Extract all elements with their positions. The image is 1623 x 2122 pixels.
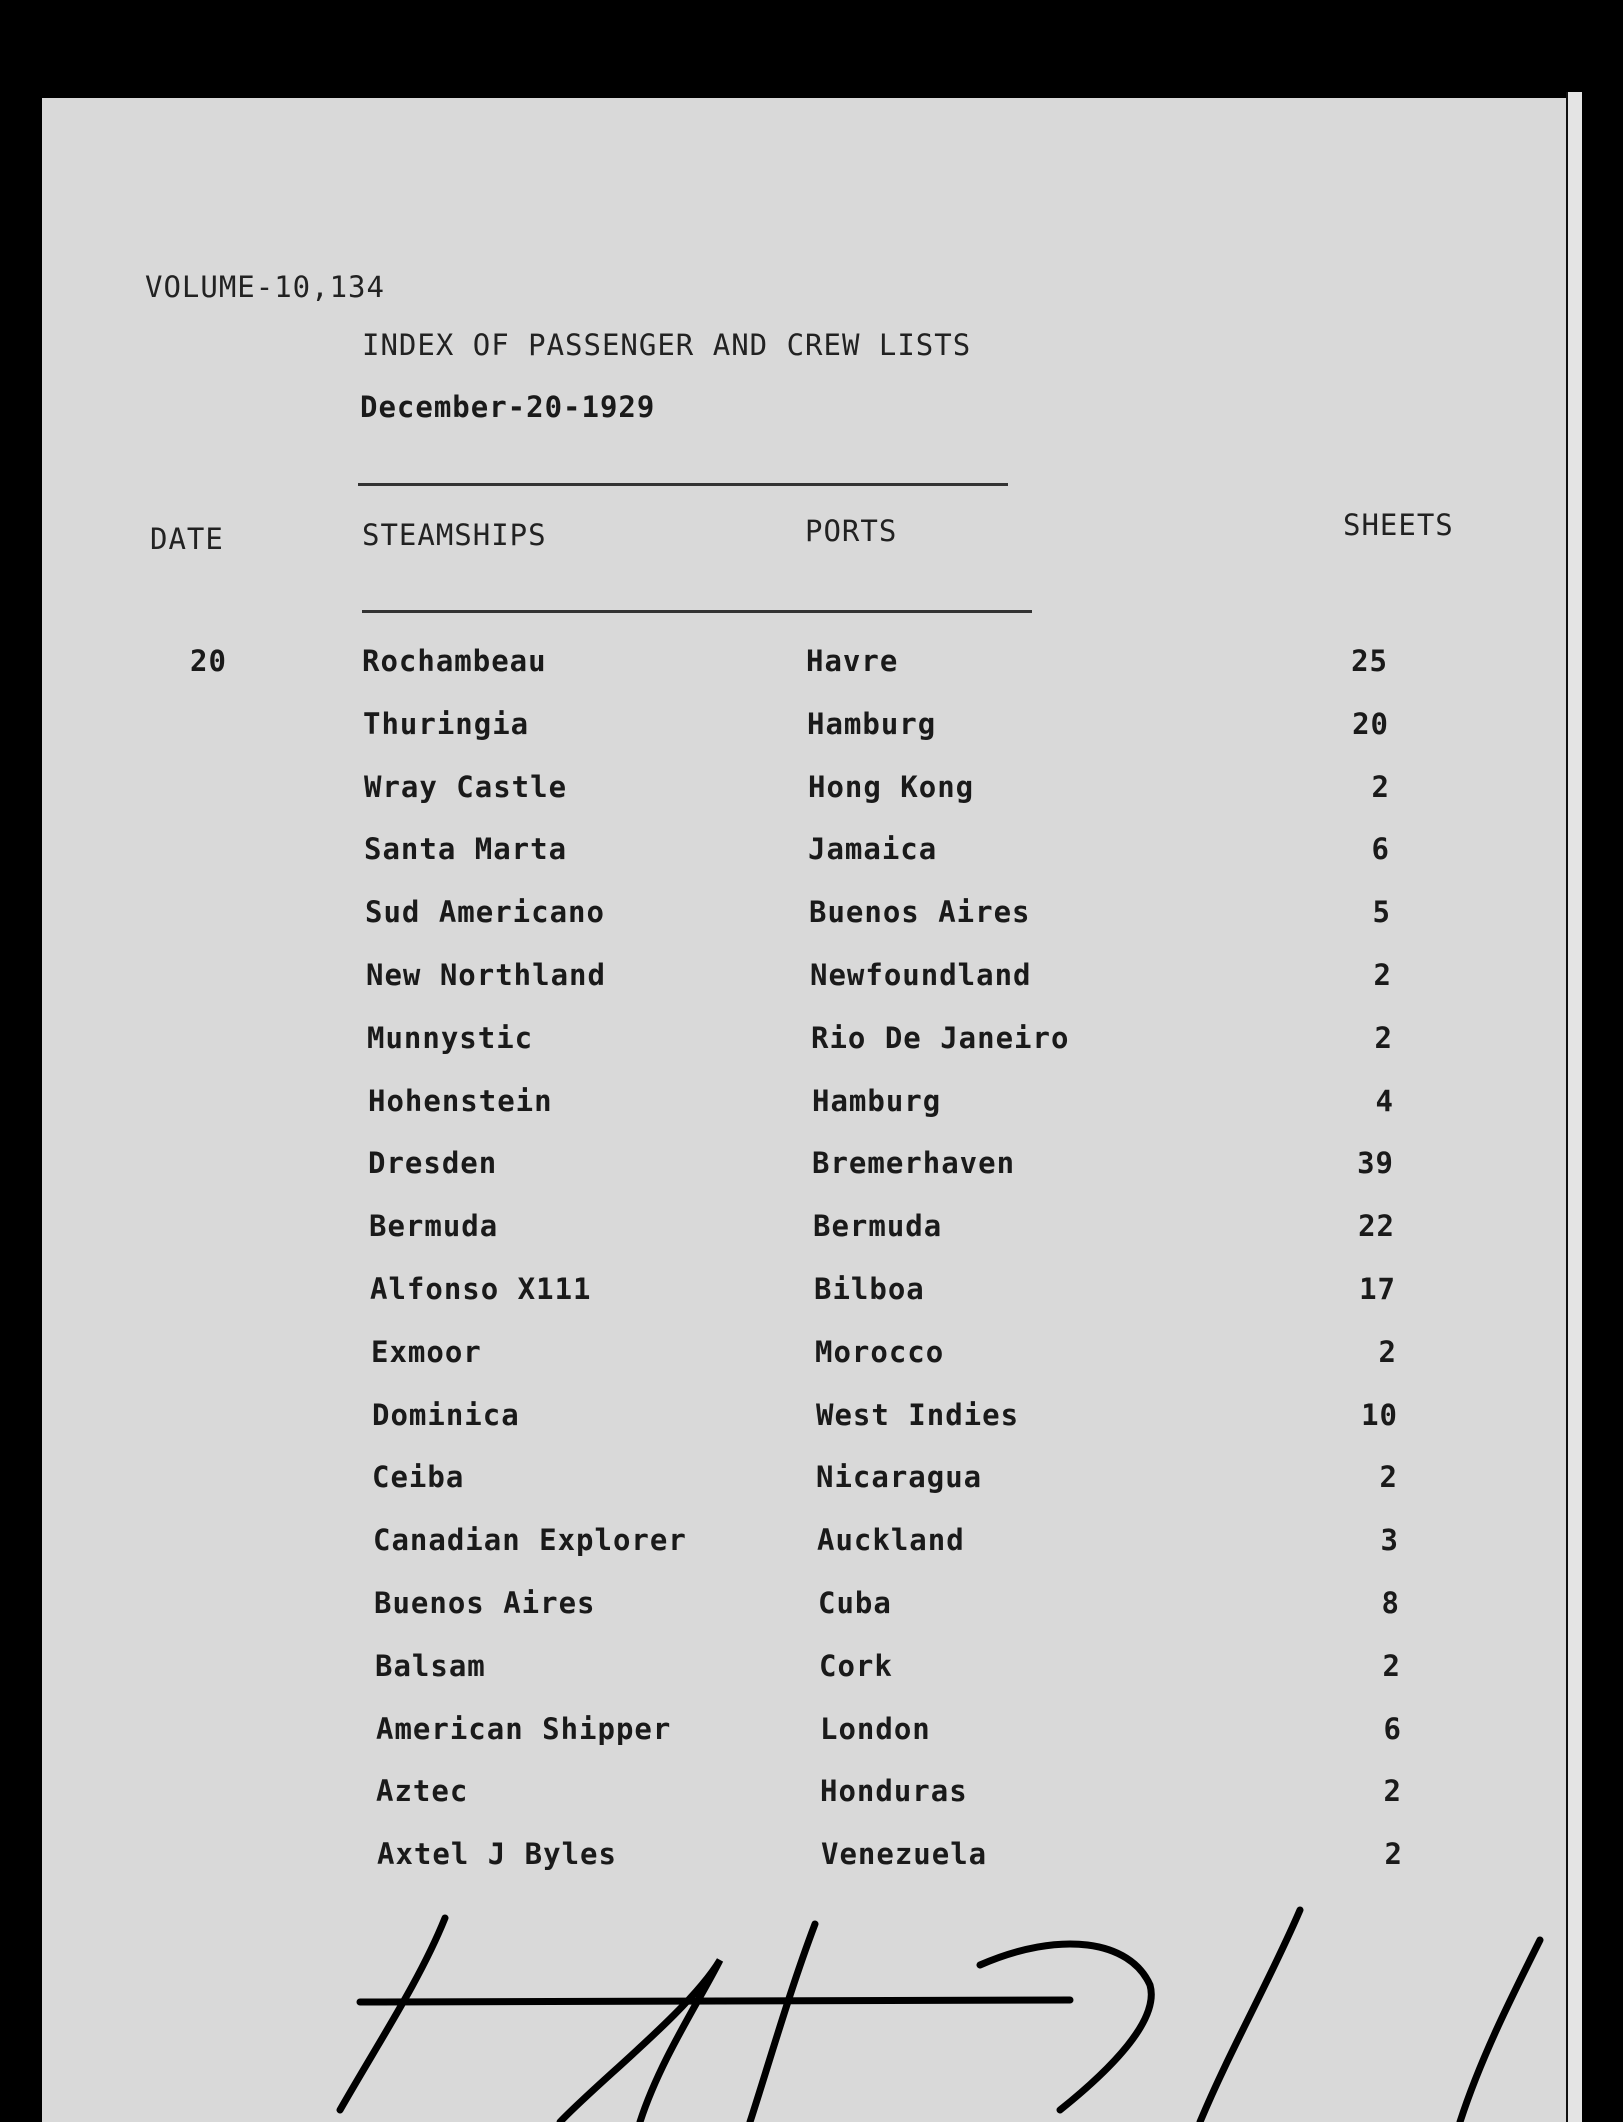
entry-port: Jamaica (808, 832, 938, 866)
column-header-date: DATE (150, 522, 224, 556)
entry-date: 20 (190, 644, 227, 678)
entry-steamship: American Shipper (376, 1712, 672, 1746)
entry-sheets: 39 (1357, 1146, 1394, 1180)
entry-port: Newfoundland (810, 958, 1032, 992)
entry-steamship: Alfonso X111 (370, 1272, 592, 1306)
entry-steamship: Exmoor (371, 1335, 482, 1369)
entry-steamship: Dresden (368, 1146, 498, 1180)
entry-steamship: New Northland (366, 958, 606, 992)
entry-steamship: Thuringia (363, 707, 530, 741)
entry-sheets: 2 (1373, 958, 1392, 992)
entry-sheets: 17 (1359, 1272, 1396, 1306)
entry-port: Morocco (815, 1335, 945, 1369)
entry-steamship: Buenos Aires (374, 1586, 596, 1620)
entry-steamship: Hohenstein (368, 1084, 553, 1118)
entry-port: Buenos Aires (809, 895, 1031, 929)
entry-sheets: 2 (1371, 770, 1390, 804)
entry-port: Hong Kong (808, 770, 975, 804)
entry-sheets: 2 (1383, 1774, 1402, 1808)
entry-steamship: Rochambeau (362, 644, 547, 678)
column-header-steamships: STEAMSHIPS (362, 518, 547, 552)
entry-sheets: 20 (1352, 707, 1389, 741)
entry-port: Venezuela (821, 1837, 988, 1871)
entry-sheets: 2 (1382, 1649, 1401, 1683)
entry-sheets: 6 (1383, 1712, 1402, 1746)
entry-sheets: 2 (1374, 1021, 1393, 1055)
volume-label: VOLUME-10,134 (145, 270, 385, 304)
entry-steamship: Santa Marta (364, 832, 568, 866)
entry-steamship: Balsam (375, 1649, 486, 1683)
entry-port: West Indies (816, 1398, 1020, 1432)
entry-port: Bilboa (814, 1272, 925, 1306)
document-date: December-20-1929 (360, 390, 656, 424)
entry-steamship: Aztec (376, 1774, 469, 1808)
entry-steamship: Munnystic (367, 1021, 534, 1055)
entry-steamship: Sud Americano (365, 895, 605, 929)
entry-sheets: 10 (1361, 1398, 1398, 1432)
column-header-ports: PORTS (805, 514, 898, 548)
document-title: INDEX OF PASSENGER AND CREW LISTS (362, 328, 972, 362)
entry-port: London (820, 1712, 931, 1746)
entry-steamship: Canadian Explorer (373, 1523, 687, 1557)
entry-port: Havre (806, 644, 899, 678)
entry-steamship: Wray Castle (364, 770, 568, 804)
column-header-sheets: SHEETS (1343, 508, 1454, 542)
entry-sheets: 6 (1371, 832, 1390, 866)
entry-steamship: Bermuda (369, 1209, 499, 1243)
entry-steamship: Dominica (372, 1398, 520, 1432)
entry-port: Nicaragua (816, 1460, 983, 1494)
entry-port: Bermuda (813, 1209, 943, 1243)
entry-sheets: 2 (1379, 1460, 1398, 1494)
entry-sheets: 8 (1381, 1586, 1400, 1620)
entry-steamship: Axtel J Byles (377, 1837, 617, 1871)
entry-sheets: 2 (1384, 1837, 1403, 1871)
entry-port: Cuba (818, 1586, 892, 1620)
entry-port: Rio De Janeiro (811, 1021, 1070, 1055)
entry-port: Hamburg (812, 1084, 942, 1118)
entry-port: Auckland (817, 1523, 965, 1557)
entry-sheets: 2 (1378, 1335, 1397, 1369)
entry-sheets: 25 (1351, 644, 1388, 678)
entry-sheets: 5 (1372, 895, 1391, 929)
entry-steamship: Ceiba (372, 1460, 465, 1494)
entry-sheets: 22 (1358, 1209, 1395, 1243)
entry-port: Cork (819, 1649, 893, 1683)
entry-port: Honduras (820, 1774, 968, 1808)
entry-port: Hamburg (807, 707, 937, 741)
entry-port: Bremerhaven (812, 1146, 1016, 1180)
entry-sheets: 4 (1375, 1084, 1394, 1118)
entry-sheets: 3 (1380, 1523, 1399, 1557)
